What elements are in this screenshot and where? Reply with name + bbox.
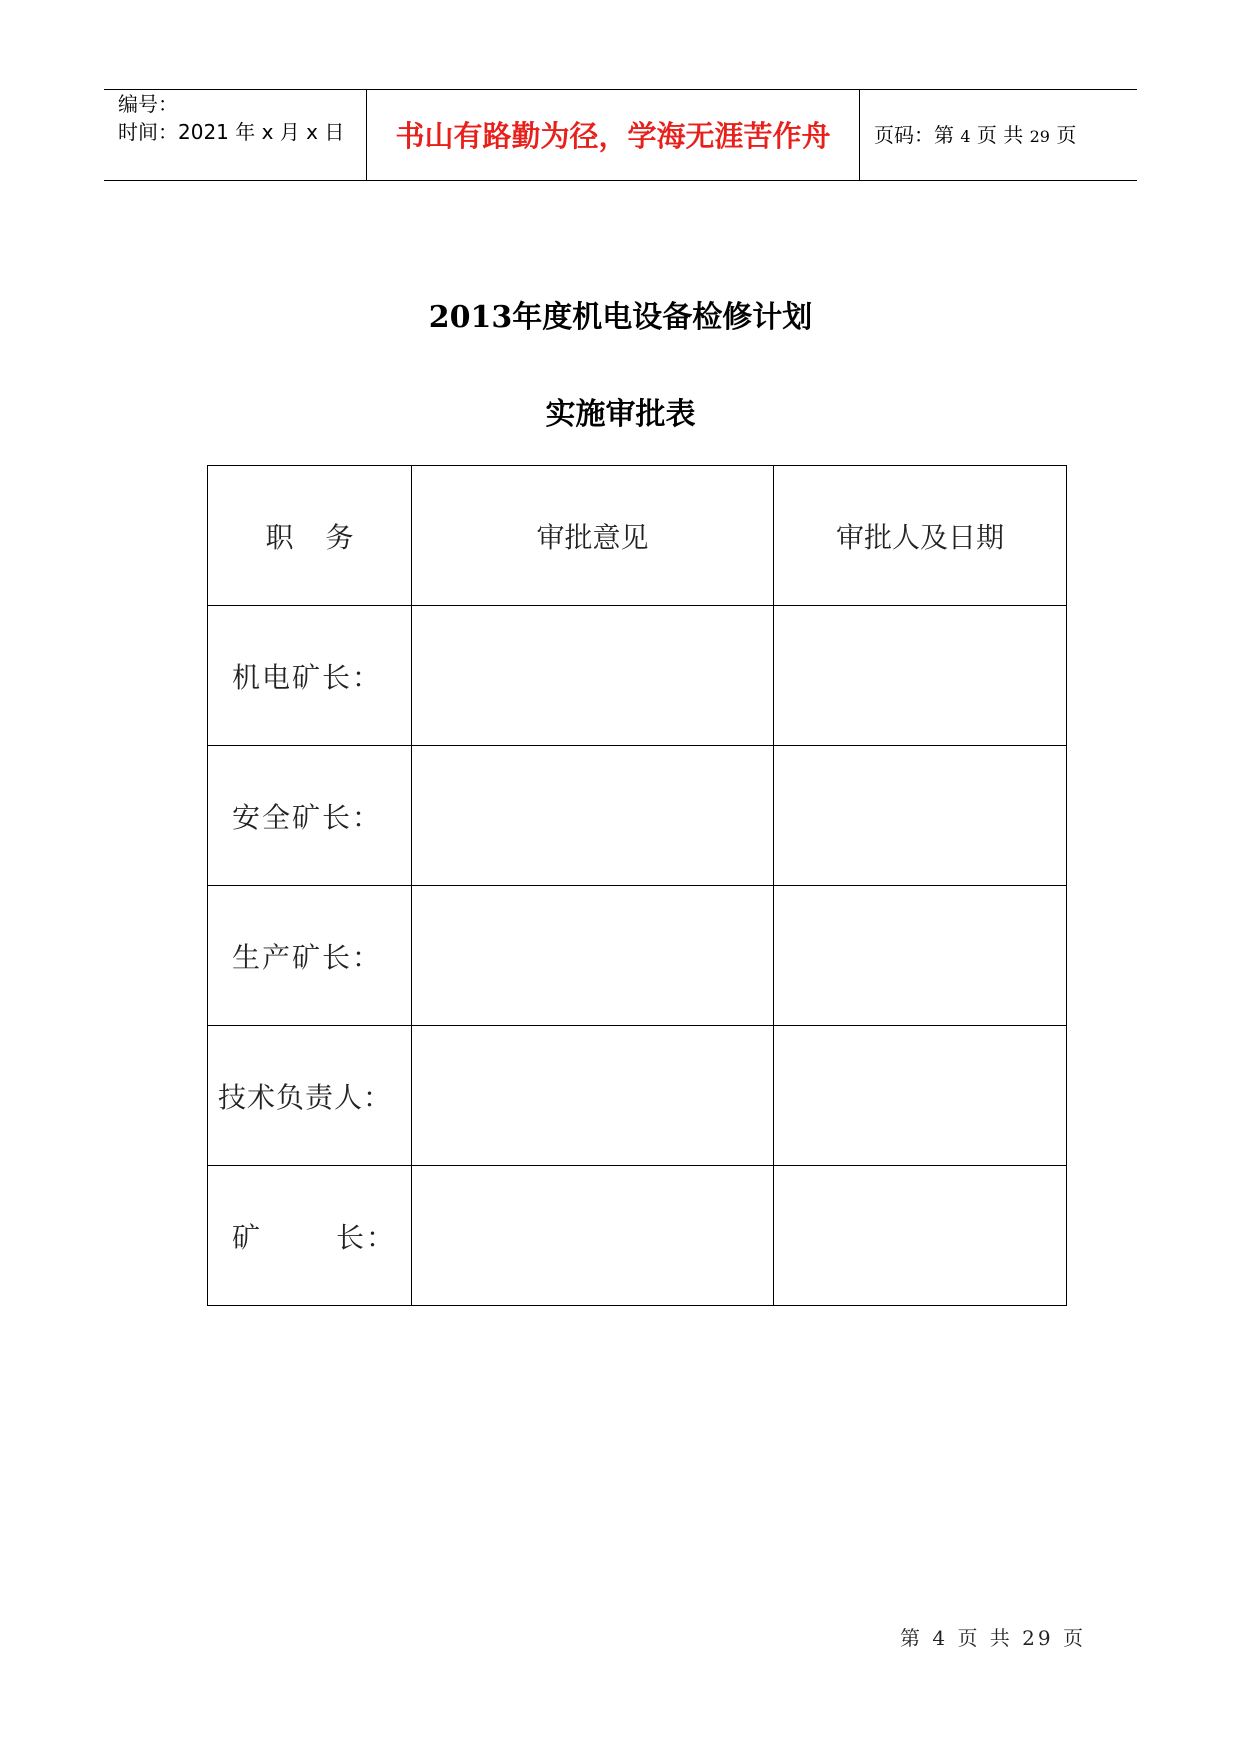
- page-header: [104, 89, 1137, 181]
- signer-cell[interactable]: [774, 886, 1067, 1026]
- opinion-cell[interactable]: [412, 746, 774, 886]
- document-subtitle: 实施审批表: [545, 397, 696, 432]
- page-total: 29: [1029, 127, 1050, 146]
- role-cell: 机电矿长：: [208, 606, 412, 746]
- table-row: [208, 746, 1067, 886]
- document-number-label: 编号：: [118, 92, 178, 116]
- header-motto-cell: [367, 90, 860, 180]
- opinion-cell[interactable]: [412, 606, 774, 746]
- header-page-indicator: [874, 123, 1076, 149]
- role-cell: 生产矿长：: [208, 886, 412, 1026]
- page-prefix: 页码：第: [874, 123, 961, 147]
- role-cell-a: 矿: [232, 1220, 263, 1254]
- page-footer: 第 4 页 共 29 页: [900, 1626, 1086, 1650]
- opinion-cell[interactable]: [412, 886, 774, 1026]
- table-row: [208, 606, 1067, 746]
- opinion-cell[interactable]: [412, 1166, 774, 1306]
- page-current: 4: [960, 127, 971, 146]
- document-time-label: 时间：2021 年 x 月 x 日: [118, 120, 345, 144]
- table-row: [208, 1166, 1067, 1306]
- signer-cell[interactable]: [774, 746, 1067, 886]
- signer-cell[interactable]: [774, 1026, 1067, 1166]
- header-page-cell: [860, 90, 1137, 180]
- table-row: [208, 1026, 1067, 1166]
- approval-table: [207, 465, 1067, 1306]
- table-row: [208, 886, 1067, 1026]
- opinion-cell[interactable]: [412, 1026, 774, 1166]
- page-suffix: 页: [1049, 123, 1077, 147]
- role-cell: [208, 1166, 412, 1306]
- signer-cell[interactable]: [774, 606, 1067, 746]
- header-role-b: 务: [325, 520, 354, 554]
- header-motto: 书山有路勤为径，学海无涯苦作舟: [395, 119, 831, 153]
- header-role: [208, 466, 412, 606]
- header-opinion: 审批意见: [412, 466, 774, 606]
- document-title: 2013年度机电设备检修计划: [428, 300, 813, 335]
- header-role-a: 职: [265, 520, 294, 554]
- table-header-row: [208, 466, 1067, 606]
- role-cell-b: 长：: [336, 1220, 397, 1254]
- signer-cell[interactable]: [774, 1166, 1067, 1306]
- page-mid: 页 共: [970, 123, 1030, 147]
- role-cell: 安全矿长：: [208, 746, 412, 886]
- header-meta-cell: [104, 90, 367, 180]
- header-signer: 审批人及日期: [774, 466, 1067, 606]
- role-cell: 技术负责人：: [208, 1026, 412, 1166]
